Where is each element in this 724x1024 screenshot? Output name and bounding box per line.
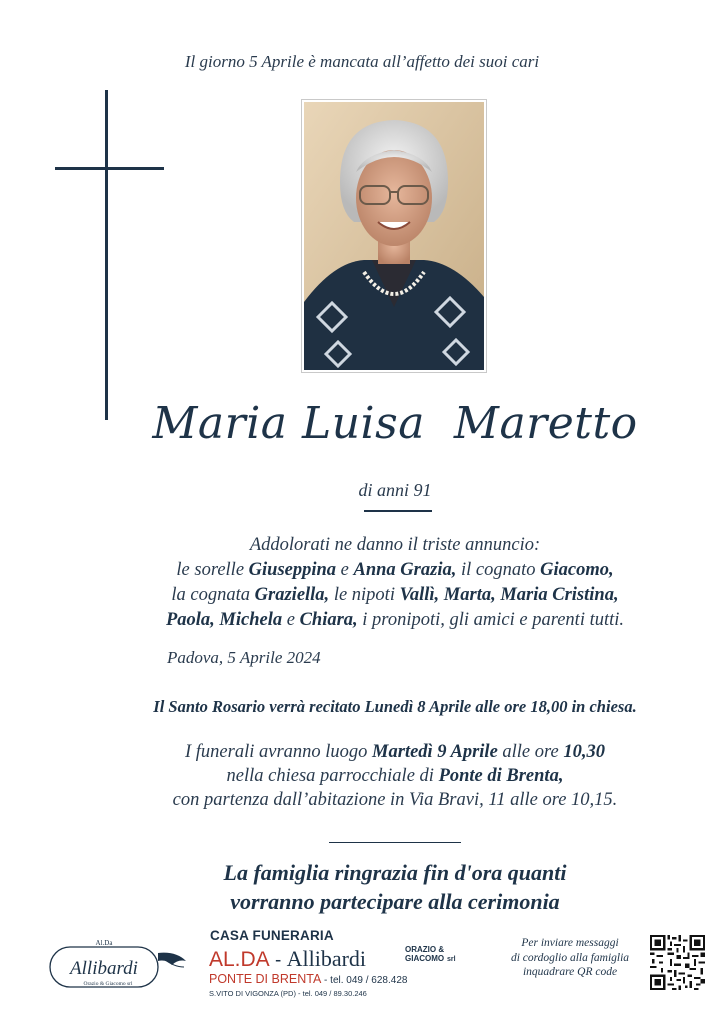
funeral-home-srl: srl: [447, 956, 456, 963]
logo-top-text: Al.Da: [95, 939, 113, 947]
funeral-home-owners: ORAZIO & GIACOMO: [405, 945, 445, 963]
thanks-line: vorranno partecipare alla cerimonia: [230, 889, 560, 914]
logo-sub-text: Orazio & Giacomo srl: [83, 981, 133, 987]
divider: [364, 510, 432, 512]
portrait-image: [304, 102, 484, 370]
divider: [329, 842, 461, 843]
qr-code-graphic: [650, 935, 705, 990]
thanks-line: La famiglia ringrazia fin d'ora quanti: [223, 860, 567, 885]
deceased-age: di anni 91: [358, 480, 432, 500]
portrait-photo: [301, 99, 487, 373]
allibardi-logo-icon: [46, 937, 192, 995]
rosary-notice: Il Santo Rosario verrà recitato Lunedì 8 Aprile alle ore 18,00 in chiesa.: [153, 697, 637, 716]
funeral-home-logo: [46, 937, 192, 995]
funeral-line: con partenza dall’abitazione in Via Bravi, 11 alle ore 10,15.: [172, 790, 618, 810]
phone-number: - tel. 049 / 628.428: [321, 975, 408, 986]
announcement-line: Addolorati ne danno il triste annuncio:: [249, 535, 541, 555]
logo-name-text: Allibardi: [70, 958, 138, 979]
deceased-name: Maria Luisa Maretto: [152, 398, 638, 449]
qr-code-icon[interactable]: [650, 935, 705, 990]
announcement: [0, 533, 724, 633]
allibardi-text: Allibardi: [286, 946, 367, 971]
funeral-home-vigonza: S.VITO DI VIGONZA (PD) - tel. 049 / 89.30.246: [209, 989, 367, 998]
cross-icon-horizontal: [55, 167, 164, 170]
place-date: Padova, 5 Aprile 2024: [167, 648, 321, 667]
alda-text: AL.DA: [209, 948, 270, 971]
funeral-line: I funerali avranno luogo Martedì 9 Aprile alle ore 10,30: [185, 742, 605, 762]
funeral-home-title: CASA FUNERARIA: [210, 928, 334, 943]
intro-line: Il giorno 5 Aprile è mancata all’affetto dei suoi cari: [184, 52, 540, 71]
family-thanks: [0, 858, 724, 916]
funeral-home-name: AL.DA - Allibardi: [209, 946, 367, 971]
cross-icon-vertical: [105, 90, 108, 420]
funeral-home-ponte: PONTE DI BRENTA - tel. 049 / 628.428: [209, 972, 408, 986]
qr-instructions: Per inviare messaggi di cordoglio alla famiglia inquadrare QR code: [510, 937, 630, 978]
funeral-details: [0, 740, 724, 812]
funeral-line: nella chiesa parrocchiale di Ponte di Brenta,: [226, 766, 564, 786]
announcement-line: la cognata Graziella, le nipoti Vallì, Marta, Maria Cristina,: [171, 585, 619, 605]
announcement-line: le sorelle Giuseppina e Anna Grazia, il cognato Giacomo,: [176, 560, 614, 580]
announcement-line: Paola, Michela e Chiara, i pronipoti, gli amici e parenti tutti.: [165, 610, 625, 630]
